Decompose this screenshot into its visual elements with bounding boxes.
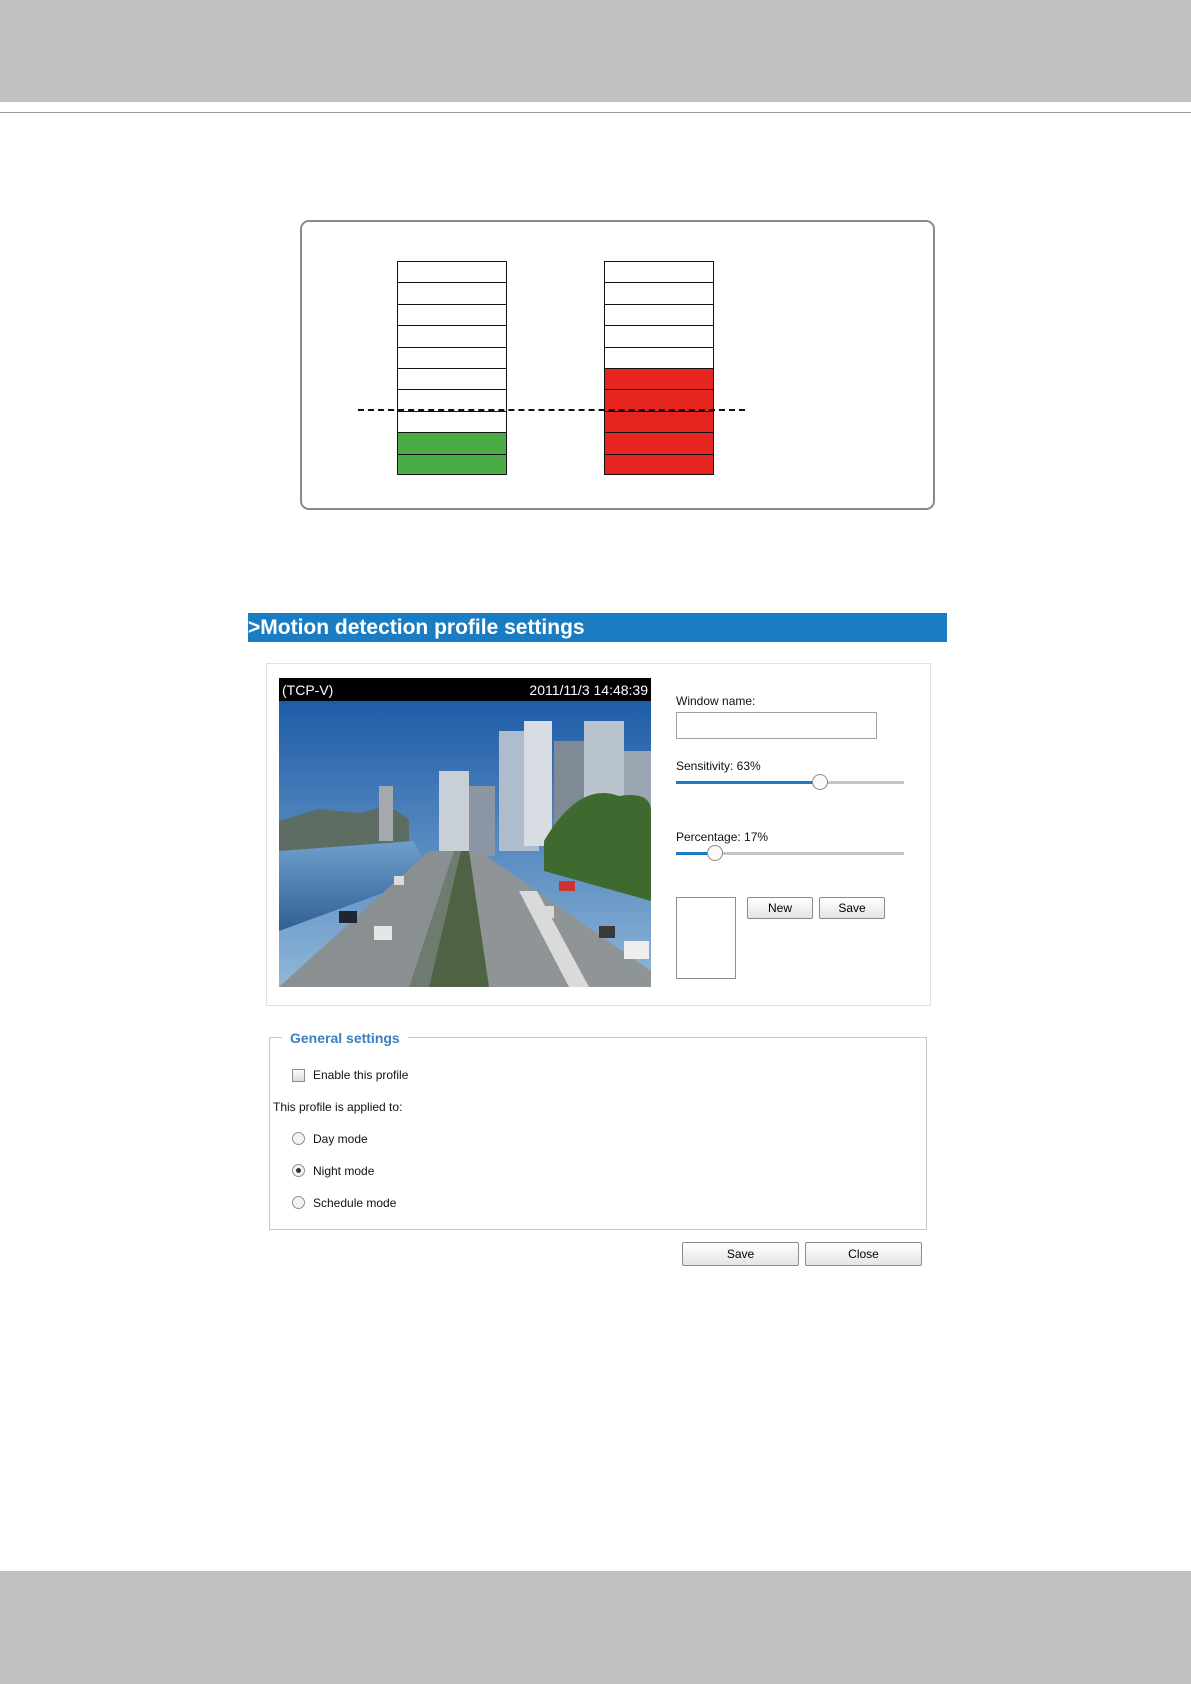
- meter-segment: [604, 261, 714, 282]
- live-video-image: [279, 701, 651, 987]
- meter-segment: [397, 411, 507, 432]
- camera-info-bar: [279, 678, 651, 702]
- close-button[interactable]: Close: [805, 1242, 922, 1266]
- meter-segment: [397, 282, 507, 303]
- sensitivity-slider-handle[interactable]: [812, 774, 828, 790]
- page-header-band: [0, 0, 1191, 102]
- night-mode-radio[interactable]: [292, 1164, 305, 1177]
- night-mode-label[interactable]: Night mode: [313, 1164, 375, 1178]
- enable-profile-checkbox[interactable]: [292, 1069, 305, 1082]
- meter-segment: [604, 389, 714, 410]
- meter-segment: [397, 432, 507, 453]
- meter-segment: [397, 304, 507, 325]
- meter-segment: [397, 454, 507, 475]
- percentage-slider[interactable]: [676, 844, 904, 864]
- enable-profile-label[interactable]: Enable this profile: [313, 1068, 409, 1082]
- window-settings: [676, 664, 926, 1004]
- sensitivity-slider[interactable]: [676, 773, 904, 793]
- general-settings-legend: General settings: [282, 1030, 408, 1046]
- save-window-button[interactable]: Save: [819, 897, 885, 919]
- general-settings-group: [269, 1030, 927, 1230]
- sensitivity-fill: [676, 781, 820, 784]
- window-name-input[interactable]: [676, 712, 877, 739]
- window-list[interactable]: [676, 897, 736, 979]
- dialog-title: >Motion detection profile settings: [248, 613, 947, 642]
- window-name-label: Window name:: [676, 694, 756, 708]
- right-meter: [604, 261, 714, 475]
- meter-segment: [604, 304, 714, 325]
- meter-segment: [604, 347, 714, 368]
- meter-segment: [397, 261, 507, 282]
- preview-panel: [266, 663, 931, 1006]
- meter-segment: [604, 368, 714, 389]
- applied-to-label: This profile is applied to:: [273, 1100, 403, 1114]
- meter-segment: [604, 411, 714, 432]
- save-button[interactable]: Save: [682, 1242, 799, 1266]
- camera-channel-label: (TCP-V): [282, 682, 334, 698]
- meter-segment: [397, 389, 507, 410]
- schedule-mode-label[interactable]: Schedule mode: [313, 1196, 397, 1210]
- percentage-label: Percentage: 17%: [676, 830, 769, 844]
- meter-segment: [397, 368, 507, 389]
- camera-timestamp: 2011/11/3 14:48:39: [529, 682, 648, 698]
- meter-segment: [397, 347, 507, 368]
- meter-segment: [397, 325, 507, 346]
- schedule-mode-radio[interactable]: [292, 1196, 305, 1209]
- camera-view[interactable]: [279, 678, 651, 987]
- meter-segment: [604, 432, 714, 453]
- left-meter: [397, 261, 507, 475]
- motion-detection-dialog: [248, 613, 947, 1273]
- percentage-slider-handle[interactable]: [707, 845, 723, 861]
- page-footer-band: [0, 1571, 1191, 1684]
- new-window-button[interactable]: New: [747, 897, 813, 919]
- meter-segment: [604, 282, 714, 303]
- meter-segment: [604, 454, 714, 475]
- meter-segment: [604, 325, 714, 346]
- header-rule: [0, 112, 1191, 113]
- threshold-line: [358, 409, 745, 411]
- sensitivity-label: Sensitivity: 63%: [676, 759, 761, 773]
- day-mode-label[interactable]: Day mode: [313, 1132, 368, 1146]
- day-mode-radio[interactable]: [292, 1132, 305, 1145]
